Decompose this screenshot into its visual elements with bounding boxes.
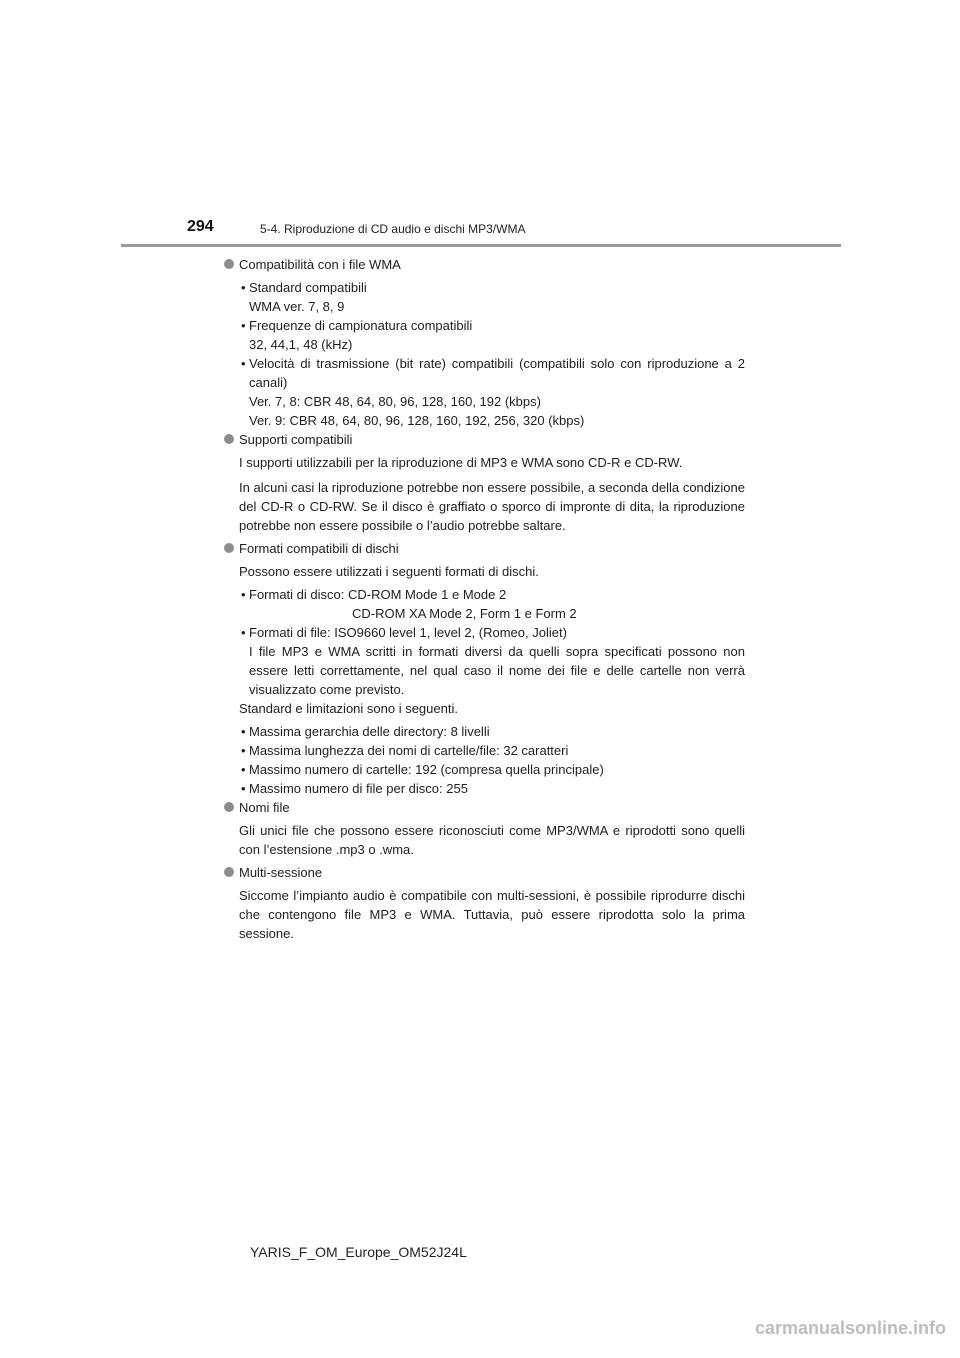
bullet-icon: •: [241, 356, 246, 371]
limits-intro: Standard e limitazioni sono i seguenti.: [239, 701, 458, 716]
bullet-dot-icon: [224, 802, 234, 812]
paragraph: In alcuni casi la riproduzione potrebbe non essere possibile, a seconda della condizione del CD-R o CD-RW. Se il disco è graffiato o sporco di impronte di dita, la riproduzione potrebbe non essere possibile o l’audio potrebbe saltare.: [239, 480, 745, 533]
names-body: [239, 821, 745, 859]
formats-body: [239, 562, 745, 798]
bullet-icon: •: [241, 587, 246, 602]
bullet-icon: •: [241, 743, 246, 758]
bullet-icon: •: [241, 724, 246, 739]
paragraph: Siccome l’impianto audio è compatibile con multi-sessioni, è possibile riprodurre dischi che contengono file MP3 e WMA. Tuttavia, può essere riprodotta solo la prima sessione.: [239, 888, 745, 941]
limits-list: [239, 722, 745, 798]
paragraph: I supporti utilizzabili per la riproduzione di MP3 e WMA sono CD-R e CD-RW.: [239, 455, 683, 470]
list-item: • Formati di disco: CD-ROM Mode 1 e Mode 2 CD-ROM XA Mode 2, Form 1 e Form 2: [241, 587, 577, 621]
content: [224, 255, 745, 943]
bullet-dot-icon: [224, 434, 234, 444]
page-number: 294: [187, 218, 214, 235]
bullet-heading-supports: Supporti compatibili: [224, 430, 745, 449]
section-title: 5-4. Riproduzione di CD audio e dischi MP3/WMA: [260, 222, 526, 236]
list-item: • Velocità di trasmissione (bit rate) compatibili (compatibili solo con riproduzione a 2 canali) Ver. 7, 8: CBR 48, 64, 80, 96, 128, 160, 192 (kbps) Ver. 9: CBR 48, 64, 80, 96, 128, 160, 192, 256, 320 (kbps): [241, 356, 745, 428]
bullet-icon: •: [241, 781, 246, 796]
watermark: carmanualsonline.info: [754, 1318, 946, 1338]
bullet-dot-icon: [224, 543, 234, 553]
bullet-icon: •: [241, 762, 246, 777]
footer-doc-code: YARIS_F_OM_Europe_OM52J24L: [250, 1244, 467, 1260]
formats-list: [239, 585, 745, 699]
wma-list: [239, 278, 745, 430]
bullet-heading-names: Nomi file: [224, 798, 745, 817]
list-item: • Massima gerarchia delle directory: 8 livelli: [241, 724, 490, 739]
bullet-icon: •: [241, 280, 246, 295]
header-rule: [121, 244, 841, 247]
list-item: • Massimo numero di cartelle: 192 (compresa quella principale): [241, 762, 604, 777]
paragraph: Possono essere utilizzati i seguenti formati di dischi.: [239, 564, 539, 579]
paragraph: Gli unici file che possono essere riconosciuti come MP3/WMA e riprodotti sono quelli con l’estensione .mp3 o .wma.: [239, 823, 745, 857]
list-item: • Frequenze di campionatura compatibili 32, 44,1, 48 (kHz): [241, 318, 473, 352]
list-item: • Massimo numero di file per disco: 255: [241, 781, 468, 796]
supports-body: [239, 453, 745, 535]
bullet-heading-wma: Compatibilità con i file WMA: [224, 255, 745, 274]
bullet-icon: •: [241, 318, 246, 333]
bullet-heading-formats: Formati compatibili di dischi: [224, 539, 745, 558]
list-item: • Massima lunghezza dei nomi di cartelle/file: 32 caratteri: [241, 743, 569, 758]
list-item: • Formati di file: ISO9660 level 1, level 2, (Romeo, Joliet) I file MP3 e WMA scritti in formati diversi da quelli sopra specificati possono non essere letti correttamente, nel qual caso il nome dei file e delle cartelle non verrà visualizzato come previsto.: [241, 625, 745, 697]
bullet-icon: •: [241, 625, 246, 640]
multi-body: [239, 886, 745, 943]
bullet-dot-icon: [224, 259, 234, 269]
bullet-dot-icon: [224, 867, 234, 877]
bullet-heading-multi: Multi-sessione: [224, 863, 745, 882]
list-item: • Standard compatibili WMA ver. 7, 8, 9: [241, 280, 367, 314]
